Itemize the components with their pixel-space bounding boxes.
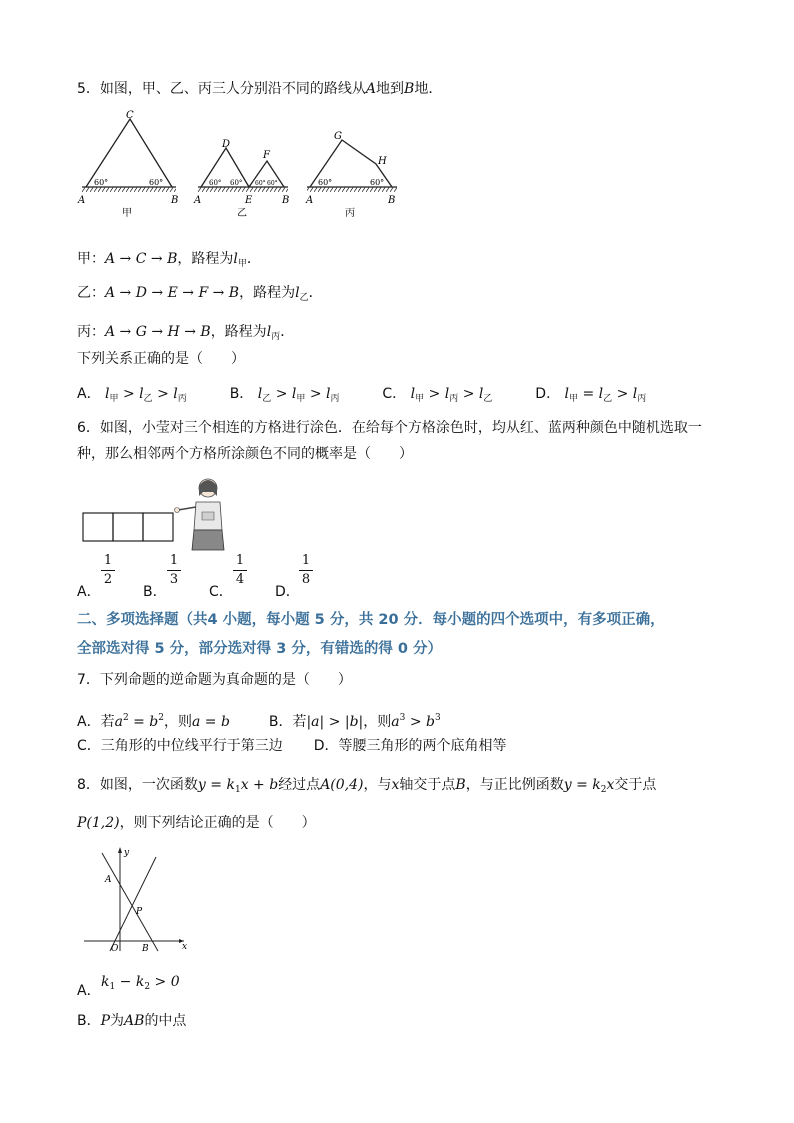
sub: 甲 [569,394,579,404]
q5-stem-text: 5．如图，甲、乙、丙三人分别沿不同的路线从 [77,81,366,97]
angle-label: 60° [94,178,109,187]
q8-graph [80,845,190,953]
sub: 甲 [296,394,306,404]
axis-label-x: x [182,942,188,952]
q8-text: 交于点 [614,777,657,793]
q8-text: ，与正比例函数 [465,777,564,793]
route-label: 丙： [77,324,105,340]
option-d: D．等腰三角形的两个底角相等 [313,738,507,754]
label-e: E [245,195,253,206]
denominator: 2 [103,572,113,587]
ground-hatch [82,187,176,192]
numerator: 1 [103,553,113,568]
option-b-text: 为 [110,1013,125,1029]
q6-option-c-letter: C． [209,584,233,600]
angle-label: 60° [149,178,164,187]
sub: 丙 [449,394,459,404]
option-a-concl: a = b [192,714,230,730]
q8-text: 8．如图，一次函数 [77,777,198,793]
sub: 甲 [109,394,119,404]
option-b-ab: AB [124,1013,145,1029]
q8-text: ，与 [363,777,392,793]
option-b-letter: B． [77,1013,101,1029]
option-c-math: $l_甲 > l_丙 > l_乙$ [410,386,493,404]
option-b-mid: ，则 [363,714,392,730]
q7-options-ab [77,708,441,732]
label-b: B [282,195,290,206]
q6-option-b-letter: B． [143,584,167,600]
label-d: D [222,139,231,150]
q5-ask: 下列关系正确的是（ ） [77,351,245,367]
caption-bing: 丙 [345,208,355,219]
route-sub: 乙 [299,293,309,303]
route-end: ． [280,324,295,340]
sub: 乙 [483,394,493,404]
q8-stem-line2 [77,813,316,833]
q8-text: 经过点 [278,777,321,793]
route-text: ，路程为 [177,251,234,267]
route-sub: 丙 [271,332,281,342]
option-a-mid: ，则 [164,714,192,730]
q5-options [77,384,646,409]
q6-stem-line1: 6．如图，小莹对三个相连的方格进行涂色．在给每个方格涂色时，均从红、蓝两种颜色中随机选取一 [77,420,702,436]
option-c: C．三角形的中位线平行于第三边 [77,738,283,754]
q6-option-a-letter: A． [77,584,101,600]
sub: 乙 [603,394,613,404]
ground-hatch [307,187,397,192]
q6-option-c-fraction [233,553,247,588]
option-b-concl: $a^3 > b^3$ [391,713,441,730]
point-label-p: P [136,907,143,917]
q8-option-b [77,1011,186,1031]
label-a: A [306,195,314,206]
sub: 丙 [637,394,647,404]
q8-point-b: B [455,777,466,793]
y-axis-arrow [118,847,122,853]
q8-stem-line1 [77,775,656,800]
label-c: C [126,110,134,121]
route-label: 乙： [77,285,105,301]
option-a-letter: A． [77,386,101,402]
sub: 丙 [177,394,187,404]
q8-point-p: P(1,2) [77,815,120,831]
option-b-cond: |a| > |b| [306,714,364,730]
route-yi [77,283,323,308]
route-jia [77,249,261,274]
q8-option-a-letter: A． [77,983,101,999]
label-b: B [171,195,179,206]
option-b-p: P [100,1013,111,1029]
figure-yi [193,139,289,219]
route-end: ． [308,285,323,301]
q5-stem [77,79,442,99]
option-a-prefix: A．若 [77,714,115,730]
option-b-prefix: B．若 [268,714,307,730]
q6-option-a-fraction [101,553,115,588]
q5-figure [74,108,404,220]
q5-point-a: A [365,81,377,97]
option-b-math: $l_乙 > l_甲 > l_丙$ [257,386,340,404]
axis-label-y: y [124,848,130,858]
angle-label: 60° [318,178,333,187]
angle-label: 60° [255,180,266,187]
q5-point-b: B [404,81,415,97]
route-path: A → G → H → B [105,324,211,340]
option-c-letter: C． [382,386,407,402]
route-var: l [295,285,300,301]
q6-option-b-fraction [167,553,181,588]
ground-hatch [198,187,288,192]
q8-text: ，则下列结论正确的是（ ） [119,815,316,831]
label-a: A [194,195,202,206]
q7-options-cd [77,736,506,756]
option-b-letter: B． [229,386,254,402]
line-k1 [102,853,158,951]
q8-text: 轴交于点 [399,777,456,793]
sub: 丙 [330,394,340,404]
q8-linear-function: $y = k_1x + b$ [197,777,279,795]
numerator: 1 [169,553,179,568]
option-b-text-end: 的中点 [144,1013,187,1029]
q6-figure [80,474,230,554]
fraction-bar [233,570,247,571]
denominator: 4 [235,572,245,587]
option-d-letter: D． [535,386,561,402]
label-h: H [378,156,387,167]
q7-stem: 7．下列命题的逆命题为真命题的是（ ） [77,672,352,688]
angle-label: 60° [370,178,385,187]
grid-square [113,513,143,541]
denominator: 8 [301,572,311,587]
route-var: l [266,324,272,340]
numerator: 1 [235,553,245,568]
option-a-cond: $a^2 = b^2$ [114,713,164,730]
point-label-a: A [105,875,112,885]
point-label-b: B [142,944,149,953]
option-d-math: $l_甲 = l_乙 > l_丙$ [564,386,647,404]
sub: 甲 [415,394,425,404]
route-text: ，路程为 [239,285,296,301]
point-label-o: O [111,944,119,953]
route-text: ，路程为 [210,324,267,340]
fraction-bar [101,570,115,571]
label-f: F [263,150,270,161]
route-path: A → D → E → F → B [105,285,240,301]
route-var: l [233,251,238,267]
triangle-abc [86,119,172,187]
angle-label: 60° [230,179,243,187]
q5-stem-text-2: 地到 [376,81,405,97]
denominator: 3 [169,572,179,587]
q8-option-a-math: $k_1 - k_2 > 0$ [101,974,180,992]
label-a: A [78,195,86,206]
angle-label: 60° [209,179,222,187]
q8-proportional-function: $y = k_2x$ [563,777,615,795]
girl-illustration [175,479,225,550]
q6-option-d-letter: D． [275,584,300,600]
line-k2 [110,857,156,951]
grid-square [143,513,173,541]
label-b: B [388,195,396,206]
figure-bing [305,131,397,219]
option-a-math: $l_甲 > l_乙 > l_丙$ [105,386,187,404]
q8-point-a: A(0,4) [320,777,364,793]
grid-square [83,513,113,541]
q8-x: x [391,777,400,793]
q5-stem-text-3: 地． [414,81,443,97]
caption-yi: 乙 [237,208,247,219]
fraction-bar [167,570,181,571]
route-sub: 甲 [237,259,247,269]
route-bing [77,322,294,347]
caption-jia: 甲 [122,208,132,219]
sub: 乙 [143,394,153,404]
numerator: 1 [301,553,311,568]
figure-jia [77,110,178,219]
section-heading-line2: 全部选对得 5 分，部分选对得 3 分，有错选的得 0 分） [77,641,443,657]
sub: 乙 [262,394,272,404]
route-end: ． [246,251,261,267]
route-label: 甲： [77,251,105,267]
route-path: A → C → B [105,251,178,267]
q6-option-d-fraction [299,553,313,588]
q6-stem-line2: 种，那么相邻两个方格所涂颜色不同的概率是（ ） [77,446,413,462]
fraction-bar [299,570,313,571]
section-heading-line1: 二、多项选择题（共4 小题，每小题 5 分，共 20 分．每小题的四个选项中，有多项正确， [77,612,665,628]
angle-label: 60° [267,180,278,187]
label-g: G [334,131,342,142]
